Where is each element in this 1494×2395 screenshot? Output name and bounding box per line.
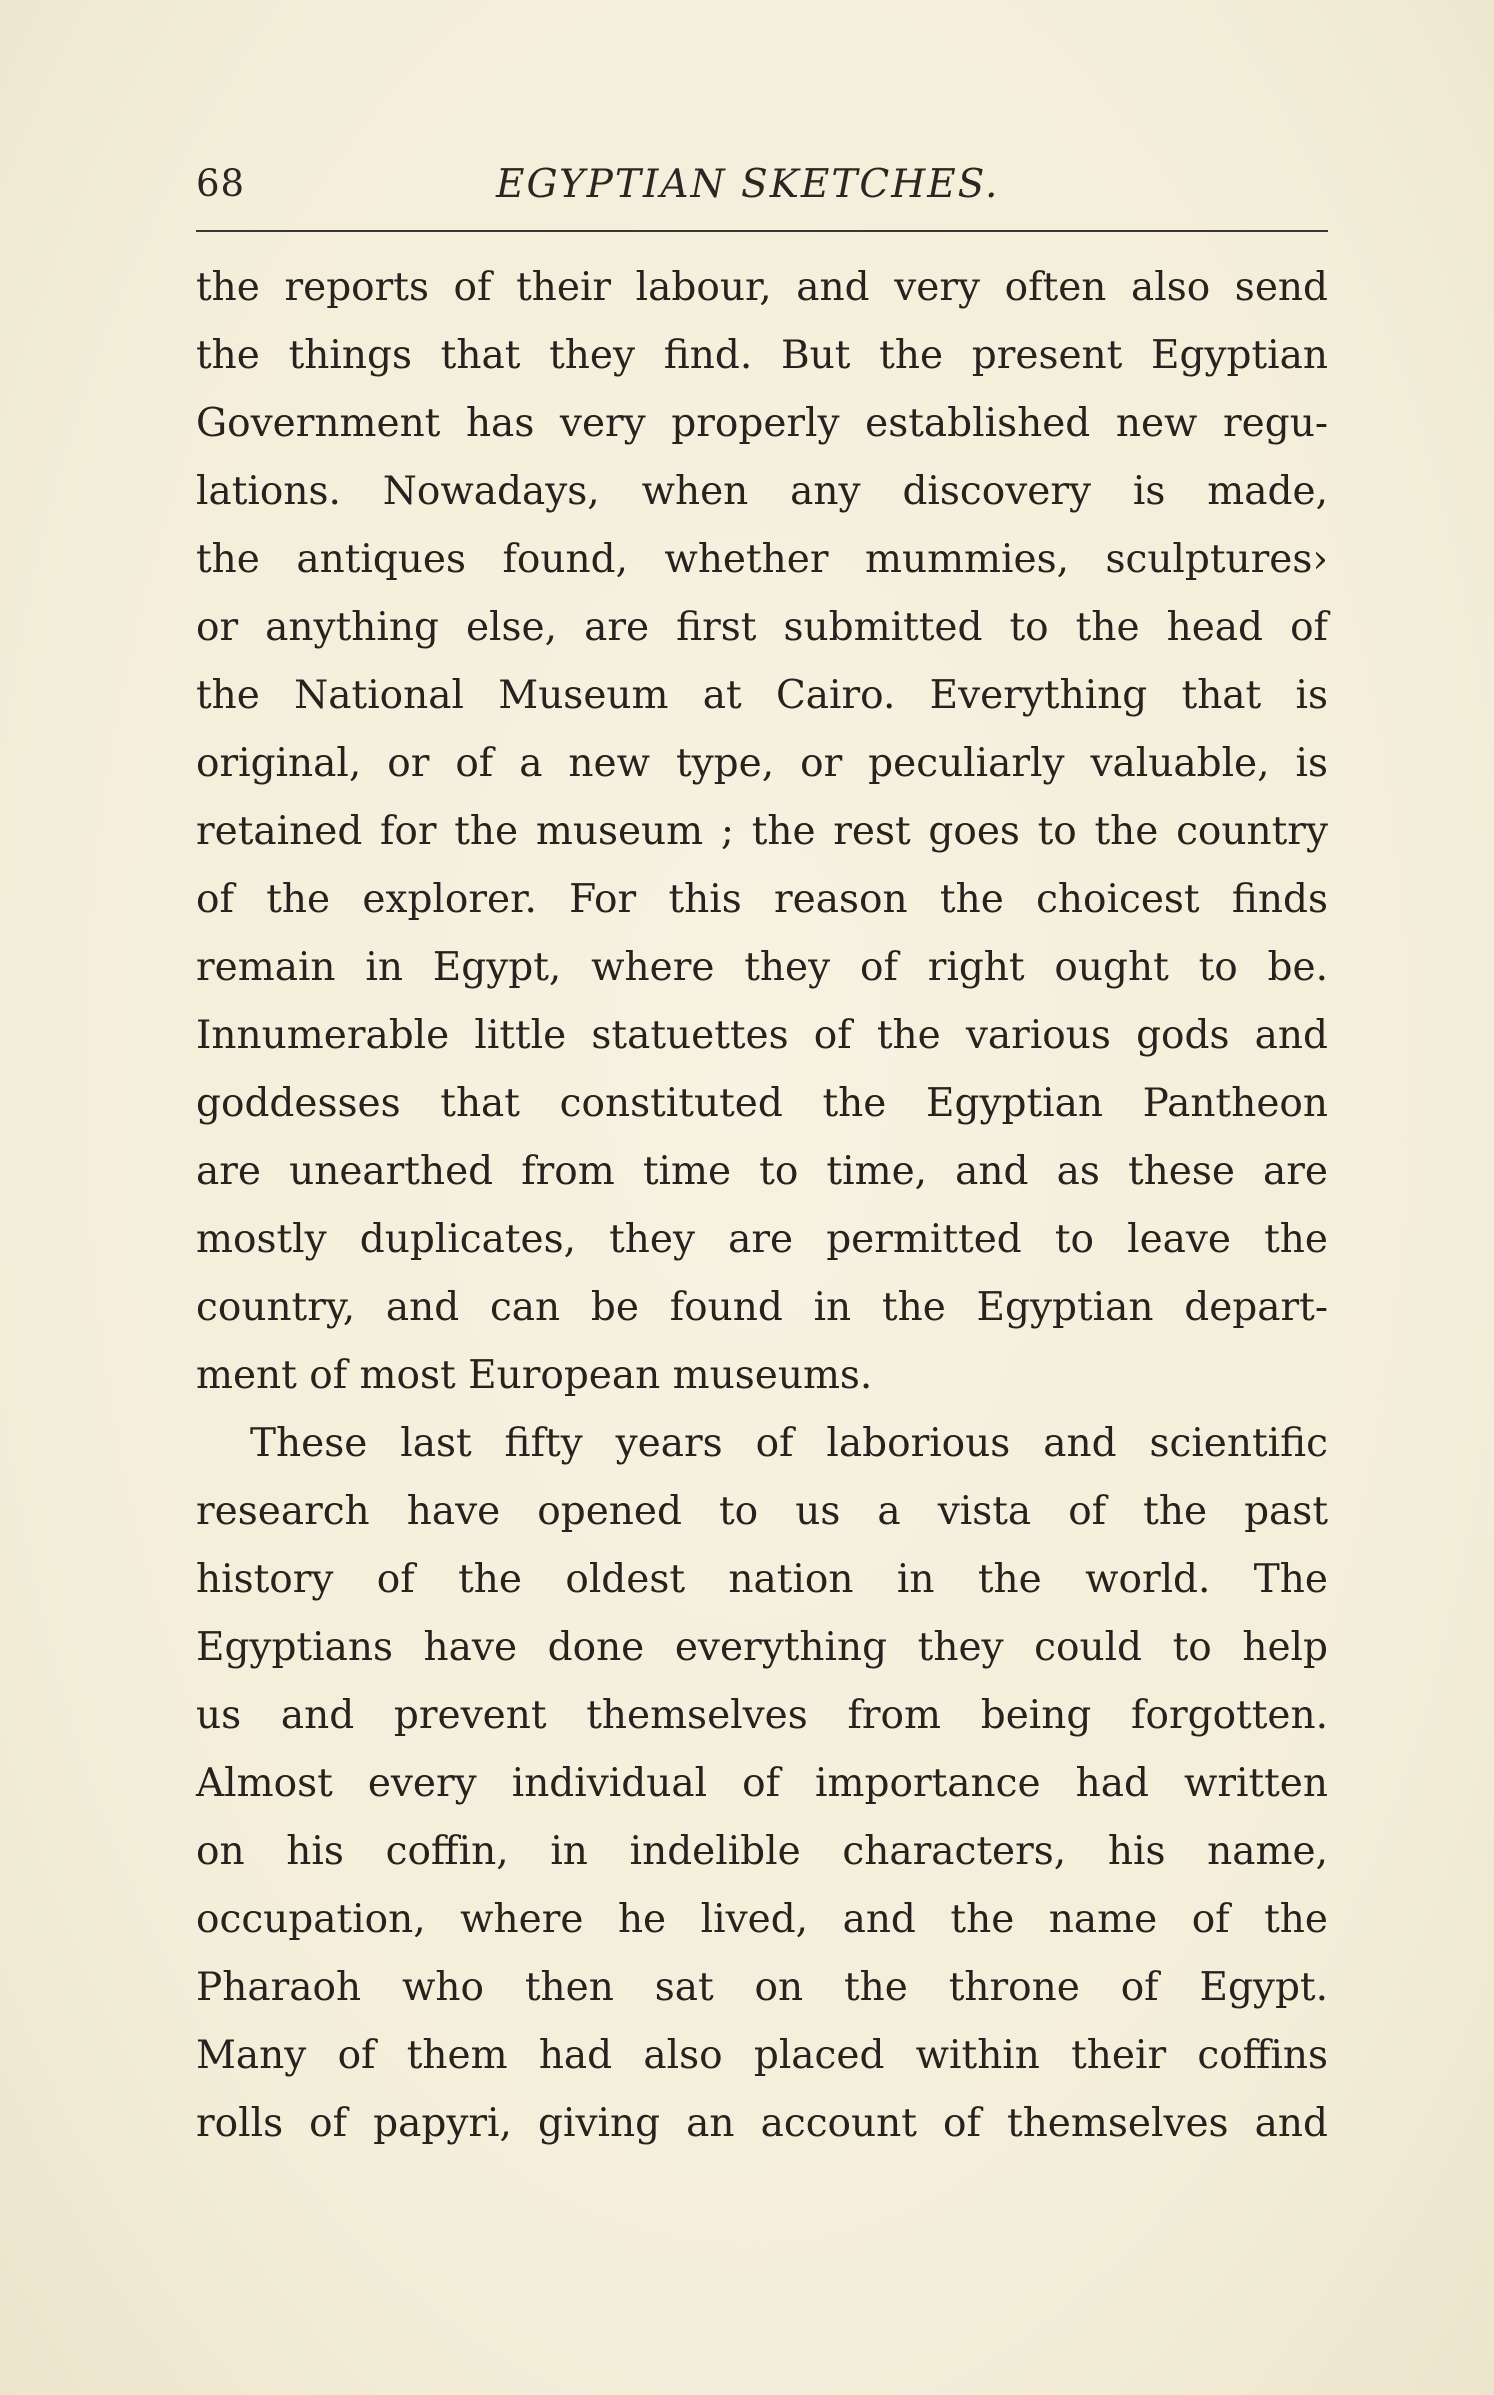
page-header [196, 158, 1328, 218]
text-line: goddesses that constituted the Egyptian Pantheon [196, 1081, 1328, 1126]
text-line: lations. Nowadays, when any discovery is made, [196, 469, 1328, 514]
page-number: 68 [196, 162, 246, 205]
text-line: or anything else, are first submitted to the head of [196, 605, 1328, 650]
text-line: research have opened to us a vista of the past [196, 1489, 1328, 1534]
text-line: occupation, where he lived, and the name of the [196, 1897, 1328, 1942]
text-line: Many of them had also placed within their coffins [196, 2033, 1328, 2078]
text-line: of the explorer. For this reason the choicest finds [196, 877, 1328, 922]
paragraph-end-line: ment of most European museums. [196, 1353, 873, 1398]
text-line: Innumerable little statuettes of the various gods and [196, 1013, 1328, 1058]
text-line: are unearthed from time to time, and as these are [196, 1149, 1328, 1194]
text-line: remain in Egypt, where they of right ought to be. [196, 945, 1328, 990]
running-title: EGYPTIAN SKETCHES. [496, 162, 1000, 207]
text-line: the National Museum at Cairo. Everything that is [196, 673, 1328, 718]
header-rule [196, 230, 1328, 232]
text-line: Egyptians have done everything they could to help [196, 1625, 1328, 1670]
text-line: the antiques found, whether mummies, sculptures› [196, 537, 1328, 582]
text-line: the things that they find. But the present Egyptian [196, 333, 1328, 378]
text-line: us and prevent themselves from being forgotten. [196, 1693, 1328, 1738]
text-line: Almost every individual of importance had written [196, 1761, 1328, 1806]
text-line: country, and can be found in the Egyptian depart- [196, 1285, 1328, 1330]
text-line: Pharaoh who then sat on the throne of Egypt. [196, 1965, 1328, 2010]
text-line: rolls of papyri, giving an account of themselves and [196, 2101, 1328, 2146]
text-line: original, or of a new type, or peculiarly valuable, is [196, 741, 1328, 786]
text-line: history of the oldest nation in the world. The [196, 1557, 1328, 1602]
text-line: mostly duplicates, they are permitted to leave the [196, 1217, 1328, 1262]
paragraph-start-line: These last fifty years of laborious and scientific [250, 1421, 1328, 1466]
text-line: retained for the museum ; the rest goes to the country [196, 809, 1328, 854]
body-text [196, 254, 1328, 2158]
text-line: on his coffin, in indelible characters, his name, [196, 1829, 1328, 1874]
text-line: the reports of their labour, and very often also send [196, 265, 1328, 310]
text-line: Government has very properly established new regu- [196, 401, 1328, 446]
